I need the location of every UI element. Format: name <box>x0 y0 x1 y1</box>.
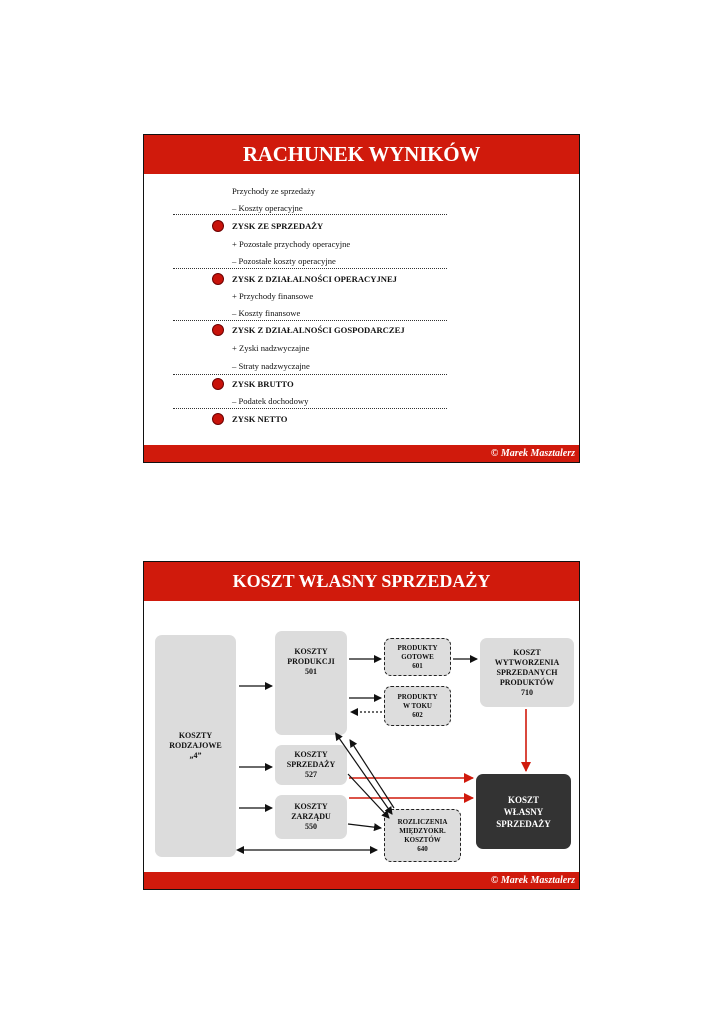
line-zysk-netto: ZYSK NETTO <box>232 414 288 424</box>
box-text: 601 <box>412 661 423 670</box>
box-text: GOTOWE <box>401 652 434 661</box>
separator <box>173 268 447 269</box>
slide-footer: © Marek Masztalerz <box>144 445 579 462</box>
box-text: SPRZEDAŻY <box>286 760 336 769</box>
box-text: 501 <box>305 667 317 676</box>
box-text: ROZLICZENIA <box>397 817 448 826</box>
box-text: PRODUKTY <box>397 643 438 652</box>
separator <box>173 408 447 409</box>
box-text: SPRZEDAŻY <box>496 818 551 829</box>
box-text: 550 <box>305 822 317 831</box>
box-text: KOSZTY <box>294 647 328 656</box>
line-zyski-nadzwyczajne: + Zyski nadzwyczajne <box>232 343 310 353</box>
box-text: KOSZTY <box>178 731 213 740</box>
bullet-dot <box>212 378 224 390</box>
slide-footer: © Marek Masztalerz <box>144 872 579 889</box>
box-text: PRODUKTY <box>397 692 438 701</box>
box-text: 710 <box>521 687 533 697</box>
bullet-dot <box>212 220 224 232</box>
line-pozostale-koszty: – Pozostałe koszty operacyjne <box>232 256 336 266</box>
line-koszty-operacyjne: – Koszty operacyjne <box>232 203 303 213</box>
box-text: MIĘDZYOKR. <box>399 826 446 835</box>
separator <box>173 320 447 321</box>
line-zysk-brutto: ZYSK BRUTTO <box>232 379 294 389</box>
box-text: RODZAJOWE <box>169 741 222 750</box>
box-text: KOSZT <box>513 647 541 657</box>
line-zysk-gospodarczy: ZYSK Z DZIAŁALNOŚCI GOSPODARCZEJ <box>232 325 405 335</box>
box-text: KOSZTY <box>294 802 328 811</box>
box-text: KOSZT <box>507 794 539 805</box>
line-podatek: – Podatek dochodowy <box>232 396 309 406</box>
separator <box>173 214 447 215</box>
box-text: WŁASNY <box>503 806 544 817</box>
slide-title: RACHUNEK WYNIKÓW <box>144 135 579 174</box>
box-text: KOSZTY <box>294 750 328 759</box>
slide-rachunek-wynikow <box>143 134 580 463</box>
box-text: 602 <box>412 710 423 719</box>
slide-koszt-wlasny <box>143 561 580 890</box>
box-text: ZARZĄDU <box>291 812 331 821</box>
bullet-dot <box>212 413 224 425</box>
box-text: PRODUKCJI <box>287 657 335 666</box>
bullet-dot <box>212 324 224 336</box>
line-zysk-ze-sprzedazy: ZYSK ZE SPRZEDAŻY <box>232 221 324 231</box>
bullet-dot <box>212 273 224 285</box>
box-text: PRODUKTÓW <box>499 677 555 687</box>
line-zysk-operacyjny: ZYSK Z DZIAŁALNOŚCI OPERACYJNEJ <box>232 274 397 284</box>
line-pozostale-przychody: + Pozostałe przychody operacyjne <box>232 239 351 249</box>
arrow <box>348 824 381 828</box>
box-text: WYTWORZENIA <box>494 657 560 667</box>
line-koszty-finansowe: – Koszty finansowe <box>232 308 301 318</box>
box-text: SPRZEDANYCH <box>496 667 558 677</box>
separator <box>173 374 447 375</box>
line-przychody-finansowe: + Przychody finansowe <box>232 291 314 301</box>
line-straty-nadzwyczajne: – Straty nadzwyczajne <box>232 361 310 371</box>
box-text: KOSZTÓW <box>404 835 441 844</box>
box-text: „4” <box>189 751 202 760</box>
arrow <box>339 738 392 814</box>
box-text: 640 <box>417 844 428 853</box>
slide-title: KOSZT WŁASNY SPRZEDAŻY <box>144 562 579 601</box>
box-text: 527 <box>305 770 317 779</box>
box-text: W TOKU <box>403 701 432 710</box>
flow-arrows <box>144 562 581 891</box>
line-przychody: Przychody ze sprzedaży <box>232 186 316 196</box>
